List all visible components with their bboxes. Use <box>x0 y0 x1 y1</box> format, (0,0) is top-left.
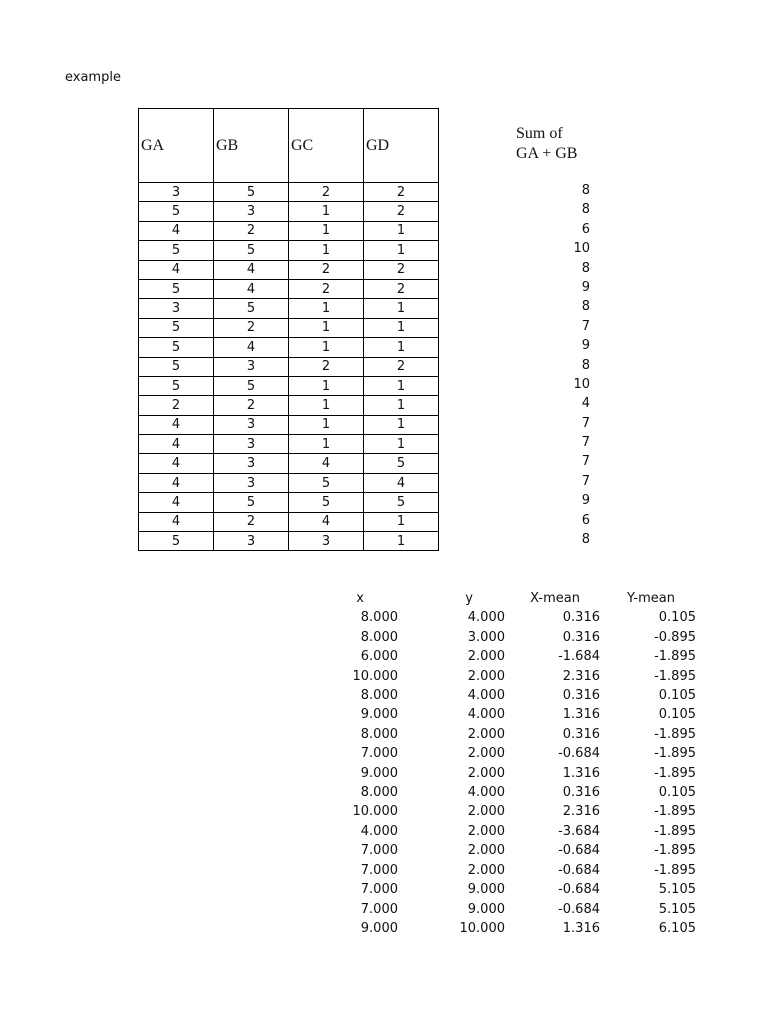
table-cell: 3 <box>214 532 289 551</box>
table-cell: 0.316 <box>562 629 600 645</box>
table-cell: 7.000 <box>360 843 398 859</box>
table-cell: 3 <box>139 299 214 318</box>
table-row <box>139 357 439 376</box>
table-row <box>139 299 439 318</box>
table-cell: 2 <box>214 221 289 240</box>
table-cell: 5 <box>139 318 214 337</box>
table-cell: 8.000 <box>360 629 398 645</box>
table-row <box>139 241 439 260</box>
table-cell: 3 <box>214 473 289 492</box>
table-cell: 10.000 <box>352 804 398 820</box>
table-cell: 5.105 <box>658 882 696 898</box>
table-cell: 1 <box>364 415 439 434</box>
header-gd: GD <box>364 109 439 183</box>
table-cell: 5 <box>289 473 364 492</box>
table-row <box>139 435 439 454</box>
sum-value: 8 <box>581 183 590 198</box>
table-cell: 5 <box>139 376 214 395</box>
table-cell: 2 <box>364 279 439 298</box>
table-cell: 2.316 <box>562 804 600 820</box>
table-cell: 1 <box>364 338 439 357</box>
sum-value: 7 <box>581 318 590 334</box>
table-cell: 9.000 <box>360 920 398 936</box>
table-cell: 2.000 <box>467 823 505 839</box>
table-cell: 2 <box>289 183 364 202</box>
sum-value: 6 <box>581 512 590 528</box>
table-cell: 1 <box>289 299 364 318</box>
table-cell: 7.000 <box>360 862 398 878</box>
table-row <box>139 512 439 531</box>
table-cell: 0.316 <box>562 688 600 704</box>
table-row <box>139 415 439 434</box>
table-cell: 4.000 <box>467 688 505 704</box>
table-cell: 1 <box>289 202 364 221</box>
table-row <box>300 764 696 783</box>
table-cell: 3 <box>214 435 289 454</box>
table-cell: 1 <box>289 376 364 395</box>
table-cell: 9.000 <box>360 765 398 781</box>
table-cell: 3 <box>214 454 289 473</box>
table-row <box>139 279 439 298</box>
table-cell: 1 <box>364 396 439 415</box>
table-cell: 1.316 <box>562 920 600 936</box>
table-cell: -0.684 <box>558 746 600 762</box>
table-cell: 1 <box>364 299 439 318</box>
table-row <box>300 667 696 686</box>
table-cell: -1.895 <box>654 649 696 665</box>
table-cell: -0.684 <box>558 843 600 859</box>
table-cell: -1.895 <box>654 823 696 839</box>
sum-value: 9 <box>581 338 590 354</box>
table-cell: 2 <box>139 396 214 415</box>
table-cell: 2 <box>214 318 289 337</box>
table-cell: 5 <box>214 299 289 318</box>
sum-value: 9 <box>581 279 590 295</box>
table-row <box>300 880 696 899</box>
table-cell: 5 <box>364 493 439 512</box>
table-row <box>300 705 696 724</box>
grid-body <box>139 183 439 551</box>
table-cell: 7.000 <box>360 882 398 898</box>
table-row <box>300 686 696 705</box>
sum-value: 7 <box>581 454 590 470</box>
header-ga: GA <box>139 109 214 183</box>
table-cell: 1 <box>289 338 364 357</box>
table-row <box>300 628 696 647</box>
table-row <box>139 338 439 357</box>
table-row <box>300 919 696 938</box>
table-cell: -1.895 <box>654 765 696 781</box>
table-cell: 0.316 <box>562 610 600 626</box>
table-cell: -0.684 <box>558 901 600 917</box>
table-cell: 5 <box>289 493 364 512</box>
sum-value: 7 <box>581 473 590 489</box>
table-cell: 5 <box>139 532 214 551</box>
table-cell: 10.000 <box>459 920 505 936</box>
table-row <box>300 744 696 763</box>
table-cell: 5 <box>214 183 289 202</box>
stats-body <box>300 608 696 938</box>
table-cell: 1 <box>364 241 439 260</box>
table-row <box>300 608 696 627</box>
table-row <box>139 473 439 492</box>
table-row <box>139 376 439 395</box>
table-row <box>139 396 439 415</box>
table-cell: 5.105 <box>658 901 696 917</box>
sheet-title: example <box>65 70 121 85</box>
table-cell: 4 <box>214 338 289 357</box>
header-gb: GB <box>214 109 289 183</box>
sum-value: 9 <box>581 493 590 509</box>
table-cell: 1.316 <box>562 765 600 781</box>
table-cell: 4 <box>139 493 214 512</box>
table-cell: 1 <box>364 512 439 531</box>
table-cell: 1 <box>364 376 439 395</box>
table-cell: 2 <box>289 260 364 279</box>
table-row <box>300 802 696 821</box>
table-cell: 9.000 <box>467 901 505 917</box>
table-cell: 9.000 <box>360 707 398 723</box>
group-scores-table <box>138 108 439 551</box>
table-row <box>139 454 439 473</box>
table-cell: 0.105 <box>658 785 696 801</box>
table-cell: 4 <box>139 473 214 492</box>
sum-values <box>470 181 590 549</box>
table-cell: 4 <box>364 473 439 492</box>
table-cell: 5 <box>139 338 214 357</box>
table-cell: 2.316 <box>562 668 600 684</box>
table-cell: 4 <box>214 279 289 298</box>
table-cell: 1 <box>289 318 364 337</box>
table-cell: -1.895 <box>654 804 696 820</box>
table-cell: 5 <box>139 241 214 260</box>
deviation-table <box>300 589 696 938</box>
sum-column <box>470 124 590 549</box>
table-cell: -0.684 <box>558 862 600 878</box>
table-row <box>139 183 439 202</box>
table-cell: 1.316 <box>562 707 600 723</box>
table-cell: 8.000 <box>360 610 398 626</box>
sum-value: 8 <box>581 357 590 373</box>
table-cell: 5 <box>214 376 289 395</box>
table-cell: 4 <box>214 260 289 279</box>
table-cell: 5 <box>214 493 289 512</box>
table-cell: 9.000 <box>467 882 505 898</box>
table-cell: 2 <box>214 396 289 415</box>
table-cell: 3 <box>289 532 364 551</box>
table-row <box>300 841 696 860</box>
table-cell: 2 <box>364 202 439 221</box>
table-cell: 1 <box>289 415 364 434</box>
table-cell: -0.895 <box>654 629 696 645</box>
table-cell: 2.000 <box>467 668 505 684</box>
header-y-mean: Y-mean <box>627 591 675 606</box>
table-cell: 4 <box>139 512 214 531</box>
grid-header-row <box>139 109 439 183</box>
sum-value: 8 <box>581 202 590 218</box>
table-cell: 3 <box>139 183 214 202</box>
table-cell: 7.000 <box>360 901 398 917</box>
table-cell: -1.895 <box>654 843 696 859</box>
table-cell: 0.316 <box>562 726 600 742</box>
table-cell: 2.000 <box>467 765 505 781</box>
table-cell: 0.105 <box>658 610 696 626</box>
sum-value: 6 <box>581 221 590 237</box>
table-row <box>300 725 696 744</box>
table-cell: 8.000 <box>360 688 398 704</box>
table-cell: 2 <box>289 279 364 298</box>
table-cell: 2.000 <box>467 726 505 742</box>
table-cell: 4 <box>289 454 364 473</box>
table-cell: 3 <box>214 202 289 221</box>
table-cell: 2.000 <box>467 804 505 820</box>
table-cell: -1.895 <box>654 726 696 742</box>
table-cell: 1 <box>364 221 439 240</box>
table-cell: -3.684 <box>558 823 600 839</box>
table-cell: 2 <box>289 357 364 376</box>
table-cell: 2.000 <box>467 746 505 762</box>
header-x: x <box>356 591 364 606</box>
table-cell: 0.105 <box>658 707 696 723</box>
sum-value: 10 <box>573 376 590 392</box>
table-cell: 4 <box>139 221 214 240</box>
table-cell: 5 <box>139 357 214 376</box>
table-cell: 2 <box>364 183 439 202</box>
table-cell: 4.000 <box>467 707 505 723</box>
sum-value: 10 <box>573 241 590 257</box>
header-y: y <box>465 591 473 606</box>
stats-header-row <box>300 589 696 608</box>
table-cell: -1.895 <box>654 862 696 878</box>
table-cell: 2 <box>214 512 289 531</box>
table-cell: 3.000 <box>467 629 505 645</box>
sum-value: 8 <box>581 299 590 315</box>
table-cell: 4 <box>139 454 214 473</box>
table-cell: 2.000 <box>467 843 505 859</box>
table-cell: -1.684 <box>558 649 600 665</box>
table-cell: 4.000 <box>467 610 505 626</box>
table-row <box>300 861 696 880</box>
table-cell: 10.000 <box>352 668 398 684</box>
sum-value: 7 <box>581 435 590 451</box>
table-cell: 8.000 <box>360 726 398 742</box>
table-cell: -0.684 <box>558 882 600 898</box>
table-cell: 1 <box>289 241 364 260</box>
table-cell: 6.000 <box>360 649 398 665</box>
table-cell: 4 <box>139 415 214 434</box>
sum-value: 8 <box>581 260 590 276</box>
table-row <box>139 221 439 240</box>
table-cell: 5 <box>139 279 214 298</box>
table-row <box>139 260 439 279</box>
header-gc: GC <box>289 109 364 183</box>
table-cell: 2.000 <box>467 649 505 665</box>
table-cell: 7.000 <box>360 746 398 762</box>
table-cell: 2 <box>364 357 439 376</box>
sum-header <box>516 124 596 181</box>
sum-header-line2: GA + GB <box>516 145 578 162</box>
table-row <box>139 318 439 337</box>
table-row <box>300 783 696 802</box>
table-cell: 1 <box>364 318 439 337</box>
table-cell: 4.000 <box>360 823 398 839</box>
table-cell: 5 <box>214 241 289 260</box>
table-cell: 2.000 <box>467 862 505 878</box>
table-cell: 5 <box>364 454 439 473</box>
sum-value: 7 <box>581 415 590 431</box>
table-cell: 4 <box>289 512 364 531</box>
sum-header-line1: Sum of <box>516 125 563 142</box>
table-row <box>139 532 439 551</box>
table-cell: 5 <box>139 202 214 221</box>
table-cell: 3 <box>214 357 289 376</box>
table-cell: 4 <box>139 435 214 454</box>
table-cell: 4.000 <box>467 785 505 801</box>
table-cell: 1 <box>289 221 364 240</box>
table-cell: 3 <box>214 415 289 434</box>
table-cell: 1 <box>364 435 439 454</box>
table-row <box>300 900 696 919</box>
table-row <box>139 493 439 512</box>
table-row <box>300 647 696 666</box>
table-cell: 2 <box>364 260 439 279</box>
table-cell: 0.316 <box>562 785 600 801</box>
sum-value: 4 <box>581 396 590 412</box>
table-cell: 6.105 <box>658 920 696 936</box>
table-row <box>300 822 696 841</box>
table-cell: 0.105 <box>658 688 696 704</box>
table-cell: 4 <box>139 260 214 279</box>
table-cell: 1 <box>364 532 439 551</box>
header-x-mean: X-mean <box>530 591 580 606</box>
table-cell: 1 <box>289 435 364 454</box>
table-cell: 1 <box>289 396 364 415</box>
sum-value: 8 <box>581 532 590 548</box>
table-cell: -1.895 <box>654 746 696 762</box>
table-cell: -1.895 <box>654 668 696 684</box>
table-row <box>139 202 439 221</box>
table-cell: 8.000 <box>360 785 398 801</box>
